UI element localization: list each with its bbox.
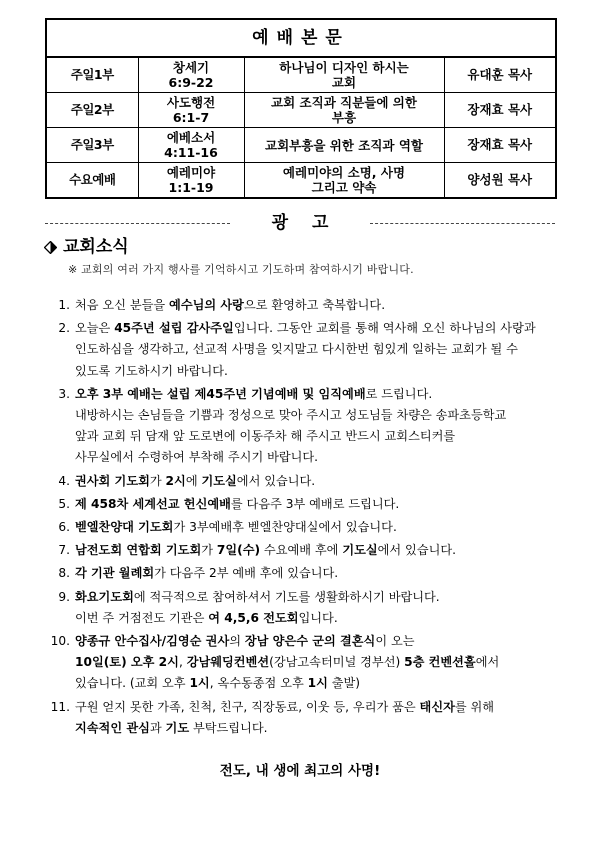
church-news-heading [44, 236, 129, 258]
service-name: 주일1부 [46, 57, 138, 93]
announcement-item [42, 587, 572, 629]
sermon-line: 교회 조직과 직분들에 의한 [271, 95, 417, 110]
sermon-line: 그리고 약속 [311, 180, 377, 195]
item-number: 1. [58, 298, 70, 312]
item-text [75, 540, 572, 561]
announcement-item [42, 563, 572, 584]
item-line: 인도하심을 생각하고, 선교적 사명을 잊지말고 다시한번 힘있게 일하는 교회가 될 수 [75, 342, 518, 357]
item-line: 있습니다. (교회 오후 1시, 옥수동종점 오후 1시 출발) [75, 676, 361, 691]
dashed-divider-left [45, 223, 230, 224]
item-number: 7. [58, 543, 70, 558]
passage-ref: 1:1-19 [168, 180, 214, 195]
item-text [75, 318, 572, 382]
item-line: 처음 오신 분들을 예수님의 사랑으로 환영하고 축복합니다. [75, 298, 386, 312]
item-number: 6. [58, 520, 70, 535]
passage [138, 93, 244, 128]
preacher: 양성원 목사 [444, 163, 556, 199]
announcement-item [42, 494, 572, 515]
announcement-item [42, 384, 572, 469]
sermon-title [244, 57, 444, 93]
passage [138, 163, 244, 199]
passage [138, 128, 244, 163]
worship-row-1 [46, 57, 556, 93]
item-line: 앞과 교회 뒤 담재 앞 도로변에 이동주차 해 주시고 반드시 교회스티커를 [75, 429, 456, 444]
item-line: 오늘은 45주년 설립 감사주일입니다. 그동안 교회를 통해 역사해 오신 하나님의 사랑과 [75, 321, 536, 336]
item-number: 2. [58, 321, 70, 336]
preacher: 장재효 목사 [444, 128, 556, 163]
worship-row-2 [46, 93, 556, 128]
item-line: 지속적인 관심과 기도 부탁드립니다. [75, 720, 268, 735]
ads-title: 광고 [271, 213, 353, 233]
item-text [75, 494, 572, 515]
item-line: 있도록 기도하시기 바랍니다. [75, 363, 228, 378]
announcement-item [42, 697, 572, 739]
announcement-item [42, 517, 572, 538]
sermon-title [244, 128, 444, 163]
announcement-item [42, 318, 572, 382]
worship-table-title: 예배본문 [46, 19, 556, 57]
item-text [75, 563, 572, 584]
service-name: 수요예배 [46, 163, 138, 199]
item-text [75, 697, 572, 739]
ads-header [45, 210, 555, 236]
item-line: 내방하시는 손님들을 기쁨과 정성으로 맞아 주시고 성도님들 차량은 송파초등학교 [75, 408, 507, 423]
passage-ref: 4:11-16 [164, 145, 218, 160]
service-name: 주일3부 [46, 128, 138, 163]
item-text [75, 295, 572, 316]
announcement-item [42, 540, 572, 561]
item-text [75, 587, 572, 629]
item-line: 벧엘찬양대 기도회가 3부예배후 벧엘찬양대실에서 있습니다. [75, 520, 397, 535]
item-line: 각 기관 월례회가 다음주 2부 예배 후에 있습니다. [75, 566, 339, 581]
item-line: 남전도회 연합회 기도회가 7일(수) 수요예배 후에 기도실에서 있습니다. [75, 543, 457, 558]
passage-book: 사도행전 [166, 95, 216, 110]
announcement-item [42, 471, 572, 492]
passage-ref: 6:9-22 [168, 75, 214, 90]
item-number: 5. [58, 496, 70, 511]
announcement-item [42, 295, 572, 316]
item-line: 10일(토) 오후 2시, 강남웨딩컨벤션(강남고속터미널 경부선) 5층 컨벤션홀에서 [75, 655, 500, 670]
item-line: 제 458차 세계선교 헌신예배를 다음주 3부 예배로 드립니다. [75, 496, 400, 511]
sermon-title [244, 163, 444, 199]
announcement-item [42, 631, 572, 695]
item-line: 구원 얻지 못한 가족, 친척, 친구, 직장동료, 이웃 등, 우리가 품은 태신자를 위해 [75, 699, 495, 714]
passage [138, 57, 244, 93]
worship-row-3 [46, 128, 556, 163]
item-line: 양종규 안수집사/김영순 권사의 장남 양은수 군의 결혼식이 오는 [75, 634, 415, 649]
item-line: 권사회 기도회가 2시에 기도실에서 있습니다. [75, 473, 316, 488]
item-number: 8. [58, 566, 70, 581]
closing-slogan: 전도, 내 생에 최고의 사명! [219, 763, 381, 779]
sermon-line: 교회부흥을 위한 조직과 역할 [265, 137, 423, 153]
item-line: 오후 3부 예배는 설립 제45주년 기념예배 및 임직예배로 드립니다. [75, 386, 433, 401]
item-number: 10. [50, 634, 70, 649]
item-text [75, 471, 572, 492]
item-line: 사무실에서 수령하여 부착해 주시기 바랍니다. [75, 450, 319, 465]
worship-table [45, 18, 557, 199]
passage-book: 에베소서 [166, 130, 216, 145]
sermon-line: 부흥 [331, 110, 357, 125]
passage-book: 예레미야 [166, 165, 216, 180]
item-text [75, 384, 572, 469]
item-number: 4. [58, 473, 70, 488]
item-number: 9. [58, 589, 70, 604]
item-line: 이번 주 거점전도 기관은 여 4,5,6 전도회입니다. [75, 610, 338, 625]
news-note: ※ 교회의 여러 가지 행사를 기억하시고 기도하며 참여하시기 바랍니다. [68, 263, 414, 276]
passage-ref: 6:1-7 [172, 110, 210, 125]
worship-row-4 [46, 163, 556, 199]
item-number: 3. [58, 386, 70, 401]
sermon-line: 하나님이 디자인 하시는 [279, 60, 409, 75]
service-name: 주일2부 [46, 93, 138, 128]
dashed-divider-right [370, 223, 555, 224]
preacher: 장재효 목사 [444, 93, 556, 128]
item-number: 11. [50, 699, 70, 714]
diamond-bullet-icon [44, 241, 57, 254]
church-news-label: 교회소식 [63, 237, 129, 257]
announcement-list [42, 295, 572, 739]
item-text [75, 517, 572, 538]
item-text [75, 631, 572, 695]
item-line: 화요기도회에 적극적으로 참여하셔서 기도를 생활화하시기 바랍니다. [75, 589, 440, 604]
sermon-line: 예레미야의 소명, 사명 [282, 165, 406, 180]
sermon-title [244, 93, 444, 128]
passage-book: 창세기 [172, 60, 210, 75]
sermon-line: 교회 [331, 75, 357, 90]
preacher: 유대훈 목사 [444, 57, 556, 93]
